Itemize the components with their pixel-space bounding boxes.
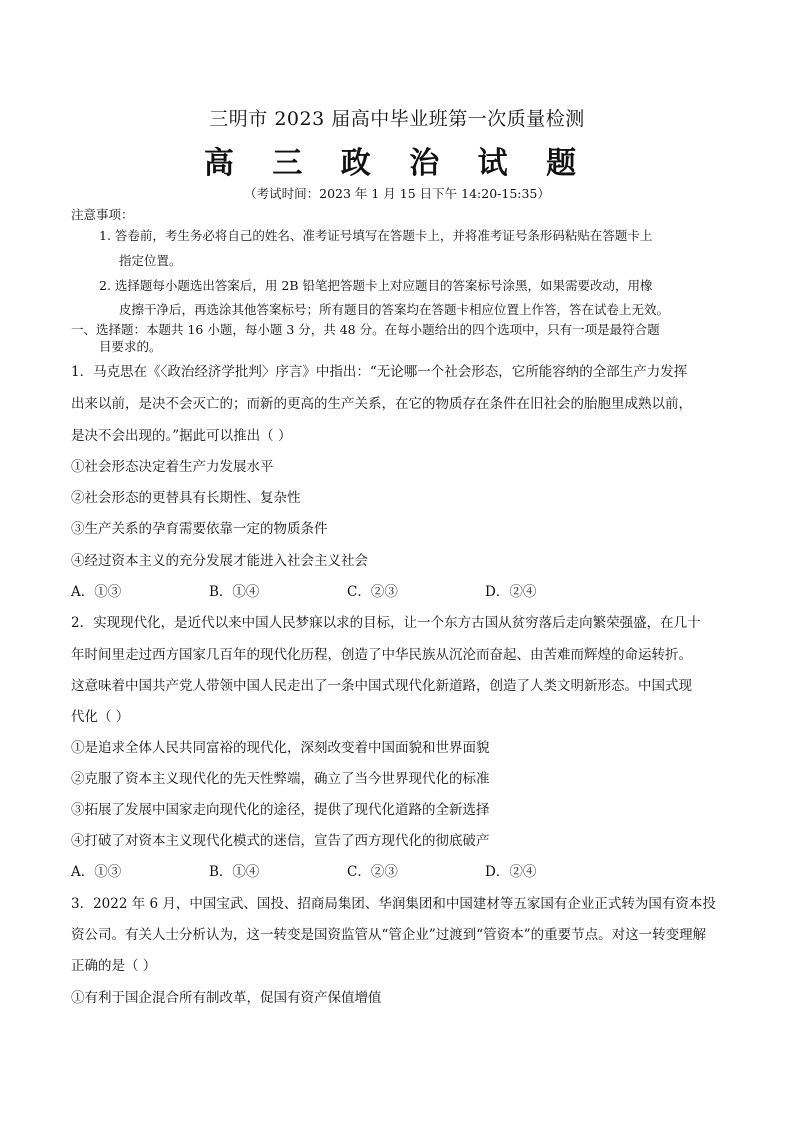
answer-choice-a: A．①③ [71, 584, 122, 600]
statement-option: ③生产关系的孕育需要依靠一定的物质条件 [71, 521, 328, 537]
question-stem-line: 正确的是（ ） [71, 958, 157, 974]
answer-choice-b: B．①④ [209, 584, 260, 600]
statement-option: ④打破了对资本主义现代化模式的迷信，宣告了西方现代化的彻底破产 [71, 833, 490, 849]
statement-option: ②社会形态的更替具有长期性、复杂性 [71, 490, 301, 506]
note-1-line-1: 1. 答卷前，考生务必将自己的姓名、准考证号填写在答题卡上，并将准考证号条形码粘贴在答题卡上 [99, 228, 653, 243]
question-stem-line: 年时间里走过西方国家几百年的现代化历程，创造了中华民族从沉沦而奋起、由苦难而辉煌的命运转折。 [71, 647, 692, 663]
question-stem-line: 3．2022 年 6 月，中国宝武、国投、招商局集团、华润集团和中国建材等五家国有企业正式转为国有资本投 [71, 896, 716, 912]
answer-choice-b: B．①④ [209, 864, 260, 880]
question-stem-line: 代化（ ） [71, 709, 130, 725]
statement-option: ①有利于国企混合所有制改革，促国有资产保值增值 [71, 990, 382, 1006]
question-stem-line: 资公司。有关人士分析认为，这一转变是国资监管从“管企业”过渡到“管资本”的重要节点。对这一转变理解 [71, 927, 707, 943]
statement-option: ①是追求全体人民共同富裕的现代化，深刻改变着中国面貌和世界面貌 [71, 740, 490, 756]
statement-option: ②克服了资本主义现代化的先天性弊端，确立了当今世界现代化的标准 [71, 771, 490, 787]
question-stem-line: 2．实现现代化，是近代以来中国人民梦寐以求的目标，让一个东方古国从贫穷落后走向繁荣强盛，在几十 [71, 615, 701, 631]
question-stem-line: 这意味着中国共产党人带领中国人民走出了一条中国式现代化新道路，创造了人类文明新形态。中国式现 [71, 678, 692, 694]
subject-title: 高 三 政 治 试 题 [203, 146, 591, 181]
answer-choice-d: D．②④ [485, 584, 537, 600]
statement-option: ①社会形态决定着生产力发展水平 [71, 459, 274, 475]
notes-heading: 注意事项： [71, 207, 134, 222]
question-stem-line: 是决不会出现的。”据此可以推出（ ） [71, 428, 292, 444]
answer-choice-a: A．①③ [71, 864, 122, 880]
answer-choice-c: C．②③ [347, 584, 398, 600]
exam-title: 三明市 2023 届高中毕业班第一次质量检测 [209, 108, 585, 130]
note-2-line-2: 皮擦干净后，再选涂其他答案标号；所有题目的答案均在答题卡相应位置上作答，答在试卷上无效。 [119, 302, 670, 317]
question-stem-line: 1．马克思在《〈政治经济学批判〉序言》中指出：“无论哪一个社会形态，它所能容纳的全部生产力发挥 [71, 364, 688, 380]
answer-choice-d: D．②④ [485, 864, 537, 880]
section-heading-line-2: 目要求的。 [99, 339, 162, 354]
answer-choice-c: C．②③ [347, 864, 398, 880]
statement-option: ③拓展了发展中国家走向现代化的途径，提供了现代化道路的全新选择 [71, 802, 490, 818]
section-heading-line-1: 一、选择题：本题共 16 小题，每小题 3 分，共 48 分。在每小题给出的四个选项中，只有一项是最符合题 [71, 322, 660, 337]
note-1-line-2: 指定位置。 [119, 253, 182, 268]
statement-option: ④经过资本主义的充分发展才能进入社会主义社会 [71, 553, 368, 569]
note-2-line-1: 2. 选择题每小题选出答案后，用 2B 铅笔把答题卡上对应题目的答案标号涂黑，如果需要改动，用橡 [99, 278, 653, 293]
exam-time: （考试时间：2023 年 1 月 15 日下午 14:20-15:35） [244, 186, 550, 201]
question-stem-line: 出来以前，是决不会灭亡的；而新的更高的生产关系，在它的物质存在条件在旧社会的胎胞里成熟以前， [71, 396, 692, 412]
